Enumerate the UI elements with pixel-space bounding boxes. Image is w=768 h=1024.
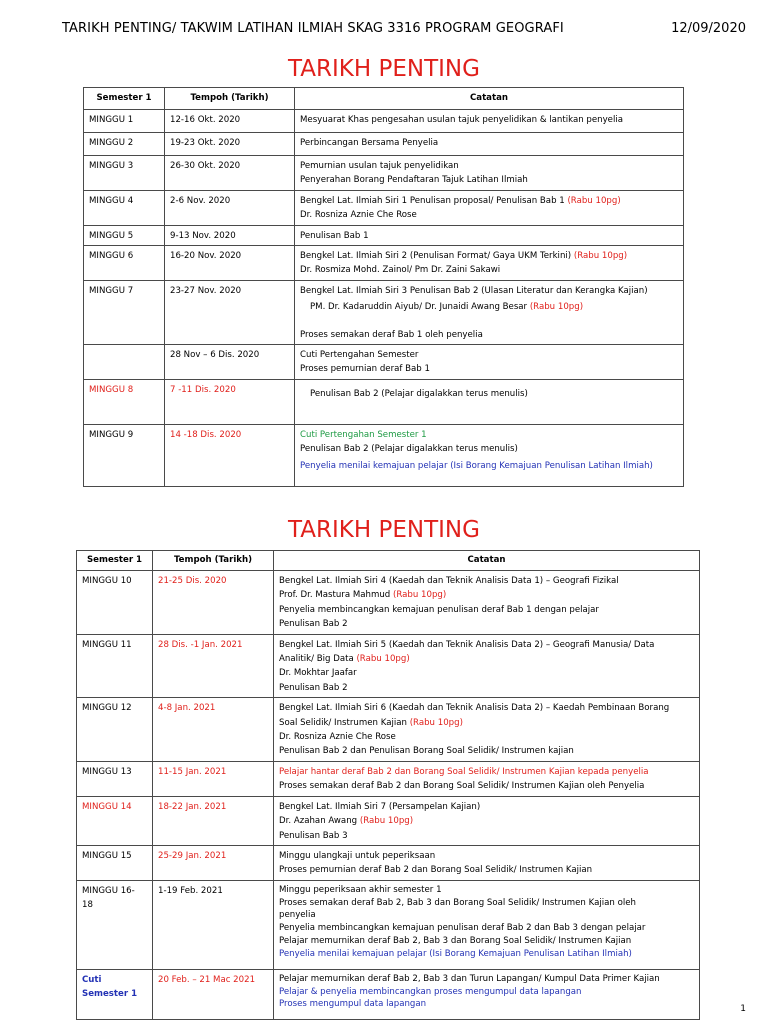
column-header-semester: Semester 1 — [84, 88, 165, 110]
week-cell: MINGGU 2 — [84, 133, 165, 156]
period-cell: 23-27 Nov. 2020 — [165, 280, 295, 344]
note-text: Bengkel Lat. Ilmiah Siri 1 Penulisan proposal/ Penulisan Bab 1 — [300, 195, 568, 206]
week-label-line: MINGGU 16- — [82, 885, 135, 896]
column-header-period: Tempoh (Tarikh) — [153, 551, 274, 571]
note-line: Proses mengumpul data lapangan — [279, 999, 427, 1010]
note-line: Penyelia membincangkan kemajuan penulisan deraf Bab 2 dan Bab 3 dengan pelajar — [279, 923, 646, 934]
week-cell: MINGGU 4 — [84, 190, 165, 225]
period-cell: 1-19 Feb. 2021 — [153, 880, 274, 969]
document-header-date: 12/09/2020 — [671, 21, 746, 36]
page-number: 1 — [740, 1004, 746, 1014]
note-line — [300, 249, 678, 263]
schedule-table-1 — [83, 87, 684, 487]
notes-cell — [274, 698, 700, 762]
period-cell: 19-23 Okt. 2020 — [165, 133, 295, 156]
table-row — [77, 969, 700, 1019]
section-2-title: TARIKH PENTING — [288, 517, 480, 543]
notes-cell — [295, 225, 684, 245]
table-row — [77, 634, 700, 698]
notes-cell — [295, 110, 684, 133]
note-line — [300, 194, 678, 208]
note-line: Minggu ulangkaji untuk peperiksaan — [279, 850, 436, 861]
week-cell: MINGGU 3 — [84, 156, 165, 191]
note-line: Penyelia menilai kemajuan pelajar (Isi Borang Kemajuan Penulisan Latihan Ilmiah) — [279, 948, 632, 959]
table-header-row — [77, 551, 700, 571]
notes-cell — [274, 571, 700, 635]
table-row — [84, 156, 684, 191]
period-cell: 14 -18 Dis. 2020 — [165, 424, 295, 486]
note-text: Soal Selidik/ Instrumen Kajian — [279, 717, 410, 728]
period-cell: 26-30 Okt. 2020 — [165, 156, 295, 191]
note-line: Dr. Rosmiza Mohd. Zainol/ Pm Dr. Zaini Sakawi — [300, 265, 501, 276]
note-text: Bengkel Lat. Ilmiah Siri 2 (Penulisan Format/ Gaya UKM Terkini) — [300, 251, 574, 262]
note-line: Dr. Mokhtar Jaafar — [279, 668, 357, 679]
table-row — [84, 379, 684, 424]
notes-cell — [295, 280, 684, 344]
note-line: Pelajar hantar deraf Bab 2 dan Borang Soal Selidik/ Instrumen Kajian kepada penyelia — [279, 766, 649, 777]
week-cell — [77, 969, 153, 1019]
note-line: Cuti Pertengahan Semester — [300, 350, 419, 361]
week-cell: MINGGU 11 — [77, 634, 153, 698]
session-time-label: (Rabu 10pg) — [529, 302, 584, 313]
week-cell — [77, 880, 153, 969]
period-cell: 21-25 Dis. 2020 — [153, 571, 274, 635]
table-row — [84, 110, 684, 133]
section-1-title: TARIKH PENTING — [288, 56, 480, 82]
table-row — [77, 880, 700, 969]
note-line: Pelajar memurnikan deraf Bab 2, Bab 3 dan Borang Soal Selidik/ Instrumen Kajian — [279, 935, 632, 946]
note-line: Penulisan Bab 1 — [300, 230, 369, 241]
note-line: Penyelia membincangkan kemajuan penulisan deraf Bab 1 dengan pelajar — [279, 604, 599, 615]
week-cell: MINGGU 12 — [77, 698, 153, 762]
notes-cell — [295, 156, 684, 191]
period-cell: 28 Nov – 6 Dis. 2020 — [165, 345, 295, 380]
notes-cell — [274, 796, 700, 845]
note-line: penyelia — [279, 910, 316, 921]
table-row — [77, 761, 700, 796]
notes-cell — [274, 880, 700, 969]
week-cell: MINGGU 5 — [84, 225, 165, 245]
note-line: Penyelia menilai kemajuan pelajar (Isi Borang Kemajuan Penulisan Latihan Ilmiah) — [300, 460, 653, 471]
table-row — [77, 571, 700, 635]
notes-cell — [274, 634, 700, 698]
period-cell: 12-16 Okt. 2020 — [165, 110, 295, 133]
period-cell: 18-22 Jan. 2021 — [153, 796, 274, 845]
week-label-line: Cuti — [82, 974, 102, 985]
note-line: Proses pemurnian deraf Bab 1 — [300, 364, 430, 375]
note-line: Bengkel Lat. Ilmiah Siri 7 (Persampelan Kajian) — [279, 801, 481, 812]
week-cell: MINGGU 10 — [77, 571, 153, 635]
table-header-row — [84, 88, 684, 110]
schedule-table-2 — [76, 550, 700, 1020]
table-row — [84, 190, 684, 225]
note-line: Dr. Rosniza Aznie Che Rose — [279, 732, 396, 743]
week-cell: MINGGU 13 — [77, 761, 153, 796]
week-cell: MINGGU 14 — [77, 796, 153, 845]
period-cell: 7 -11 Dis. 2020 — [165, 379, 295, 424]
column-header-notes: Catatan — [274, 551, 700, 571]
week-label-line: Semester 1 — [82, 989, 138, 1000]
period-cell: 2-6 Nov. 2020 — [165, 190, 295, 225]
note-line: Minggu peperiksaan akhir semester 1 — [279, 884, 442, 895]
table-row — [84, 246, 684, 281]
note-line — [279, 652, 694, 666]
week-cell: MINGGU 6 — [84, 246, 165, 281]
note-line: Proses semakan deraf Bab 2 dan Borang Soal Selidik/ Instrumen Kajian oleh Penyelia — [279, 781, 645, 792]
notes-cell — [295, 190, 684, 225]
note-line: Bengkel Lat. Ilmiah Siri 3 Penulisan Bab 2 (Ulasan Literatur dan Kerangka Kajian) — [300, 285, 648, 296]
period-cell: 20 Feb. – 21 Mac 2021 — [153, 969, 274, 1019]
note-line: Mesyuarat Khas pengesahan usulan tajuk penyelidikan & lantikan penyelia — [300, 115, 623, 125]
week-cell: MINGGU 8 — [84, 379, 165, 424]
note-line — [279, 588, 694, 602]
period-cell: 4-8 Jan. 2021 — [153, 698, 274, 762]
column-header-period: Tempoh (Tarikh) — [165, 88, 295, 110]
note-line — [279, 814, 694, 828]
period-cell: 16-20 Nov. 2020 — [165, 246, 295, 281]
week-cell: MINGGU 9 — [84, 424, 165, 486]
note-text: Dr. Azahan Awang — [279, 816, 360, 827]
table-row — [84, 133, 684, 156]
note-line: Penulisan Bab 2 dan Penulisan Borang Soal Selidik/ Instrumen kajian — [279, 746, 574, 757]
table-row — [77, 698, 700, 762]
session-time-label: (Rabu 10pg) — [567, 195, 621, 206]
week-label-line: 18 — [82, 900, 93, 911]
session-time-label: (Rabu 10pg) — [356, 654, 410, 665]
note-line: Bengkel Lat. Ilmiah Siri 5 (Kaedah dan Teknik Analisis Data 2) – Geografi Manusia/ Data — [279, 639, 655, 650]
note-line: Proses semakan deraf Bab 2, Bab 3 dan Borang Soal Selidik/ Instrumen Kajian oleh — [279, 897, 636, 908]
notes-cell — [295, 379, 684, 424]
notes-cell — [274, 845, 700, 880]
note-line: Penulisan Bab 2 (Pelajar digalakkan terus menulis) — [300, 444, 518, 455]
period-cell: 11-15 Jan. 2021 — [153, 761, 274, 796]
document-header-title: TARIKH PENTING/ TAKWIM LATIHAN ILMIAH SKAG 3316 PROGRAM GEOGRAFI — [62, 21, 564, 36]
session-time-label: (Rabu 10pg) — [392, 590, 447, 601]
table-row — [77, 796, 700, 845]
week-cell — [84, 345, 165, 380]
note-line: Cuti Pertengahan Semester 1 — [300, 429, 427, 440]
table-row — [84, 225, 684, 245]
note-line: Dr. Rosniza Aznie Che Rose — [300, 210, 417, 221]
column-header-notes: Catatan — [295, 88, 684, 110]
note-text: PM. Dr. Kadaruddin Aiyub/ Dr. Junaidi Awang Besar — [310, 302, 530, 313]
notes-cell — [295, 133, 684, 156]
table-row — [84, 280, 684, 344]
note-line: Proses semakan deraf Bab 1 oleh penyelia — [300, 329, 483, 340]
note-line: Pemurnian usulan tajuk penyelidikan — [300, 161, 459, 171]
note-line: Penulisan Bab 2 (Pelajar digalakkan terus menulis) — [310, 388, 528, 399]
note-line: Penyerahan Borang Pendaftaran Tajuk Latihan Ilmiah — [300, 175, 528, 186]
notes-cell — [295, 345, 684, 380]
note-line: Pelajar & penyelia membincangkan proses mengumpul data lapangan — [279, 986, 582, 997]
note-line: Penulisan Bab 2 — [279, 619, 348, 630]
session-time-label: (Rabu 10pg) — [359, 816, 414, 827]
note-line: Perbincangan Bersama Penyelia — [300, 138, 439, 148]
note-line: Penulisan Bab 2 — [279, 682, 348, 693]
notes-cell — [295, 246, 684, 281]
period-cell: 9-13 Nov. 2020 — [165, 225, 295, 245]
session-time-label: (Rabu 10pg) — [573, 251, 628, 262]
note-line: Bengkel Lat. Ilmiah Siri 6 (Kaedah dan Teknik Analisis Data 2) – Kaedah Pembinaan Borang — [279, 703, 670, 714]
period-cell: 28 Dis. -1 Jan. 2021 — [153, 634, 274, 698]
note-line: Pelajar memurnikan deraf Bab 2, Bab 3 dan Turun Lapangan/ Kumpul Data Primer Kajian — [279, 973, 660, 984]
period-cell: 25-29 Jan. 2021 — [153, 845, 274, 880]
note-line: Penulisan Bab 3 — [279, 830, 348, 841]
week-cell: MINGGU 1 — [84, 110, 165, 133]
week-cell: MINGGU 15 — [77, 845, 153, 880]
note-text: Prof. Dr. Mastura Mahmud — [279, 590, 393, 601]
table-row — [77, 845, 700, 880]
note-line — [279, 716, 694, 730]
notes-cell — [274, 969, 700, 1019]
notes-cell — [274, 761, 700, 796]
table-row — [84, 424, 684, 486]
note-line: Proses pemurnian deraf Bab 2 dan Borang Soal Selidik/ Instrumen Kajian — [279, 865, 593, 876]
week-cell: MINGGU 7 — [84, 280, 165, 344]
notes-cell — [295, 424, 684, 486]
column-header-semester: Semester 1 — [77, 551, 153, 571]
note-text: Analitik/ Big Data — [279, 654, 357, 665]
note-line: Bengkel Lat. Ilmiah Siri 4 (Kaedah dan Teknik Analisis Data 1) – Geografi Fizikal — [279, 576, 619, 586]
note-line — [300, 300, 678, 314]
table-row — [84, 345, 684, 380]
session-time-label: (Rabu 10pg) — [409, 717, 463, 728]
